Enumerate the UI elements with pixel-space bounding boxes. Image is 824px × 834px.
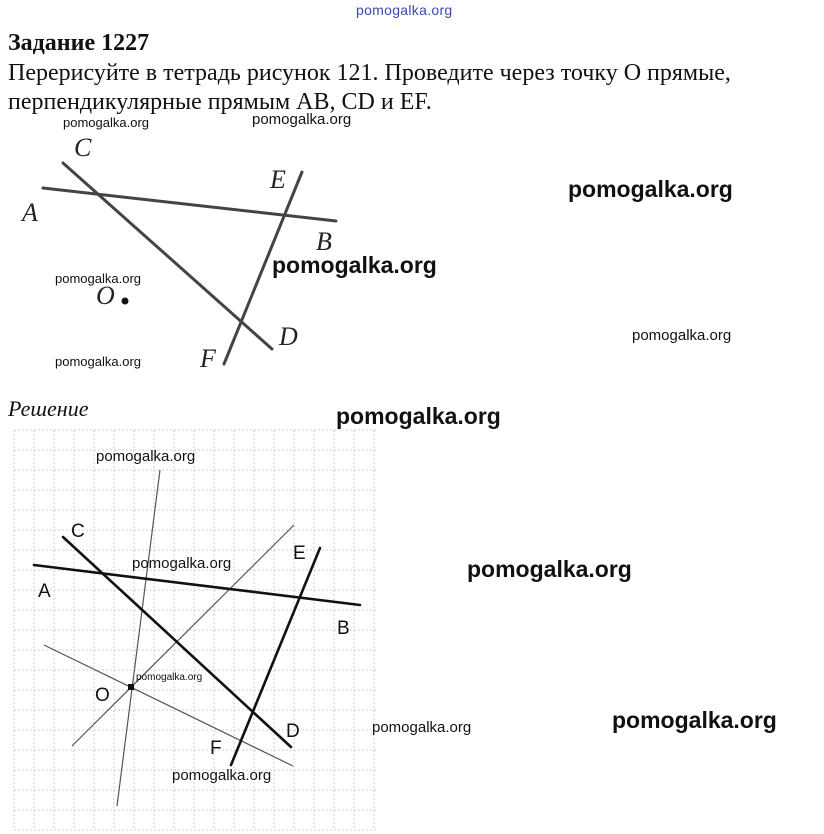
label-c: C	[71, 521, 85, 542]
watermark: pomogalka.org	[467, 556, 632, 582]
watermark: pomogalka.org	[172, 767, 272, 784]
watermark: pomogalka.org	[568, 176, 733, 202]
watermark: pomogalka.org	[63, 115, 149, 130]
label-d: D	[286, 721, 300, 742]
label-a: A	[22, 198, 38, 227]
watermark: pomogalka.org	[272, 252, 437, 278]
watermark: pomogalka.org	[632, 327, 732, 344]
watermark: pomogalka.org	[612, 707, 777, 733]
label-b: B	[337, 618, 350, 639]
label-c: C	[74, 133, 92, 162]
label-b: B	[316, 227, 332, 256]
watermark: pomogalka.org	[252, 111, 352, 128]
site-link[interactable]: pomogalka.org	[356, 2, 453, 18]
task-text-line-2: перпендикулярные прямым АВ, CD и EF.	[8, 89, 432, 115]
watermark: pomogalka.org	[96, 448, 196, 465]
label-e: E	[293, 543, 306, 564]
task-text-line-1: Перерисуйте в тетрадь рисунок 121. Проведите через точку О прямые,	[8, 60, 731, 86]
label-e: E	[270, 165, 286, 194]
watermark: pomogalka.org	[372, 719, 472, 736]
solution-label: Решение	[8, 396, 89, 421]
label-a: A	[38, 581, 51, 602]
watermark: pomogalka.org	[336, 403, 501, 429]
watermark: pomogalka.org	[55, 271, 141, 286]
label-f: F	[200, 344, 216, 373]
task-title: Задание 1227	[8, 30, 150, 56]
watermark: pomogalka.org	[136, 672, 203, 683]
point-o	[128, 684, 134, 690]
watermark: pomogalka.org	[55, 354, 141, 369]
watermark: pomogalka.org	[132, 555, 232, 572]
label-o: O	[95, 685, 110, 706]
label-f: F	[210, 738, 222, 759]
label-d: D	[279, 322, 298, 351]
label-o: O	[96, 281, 115, 310]
